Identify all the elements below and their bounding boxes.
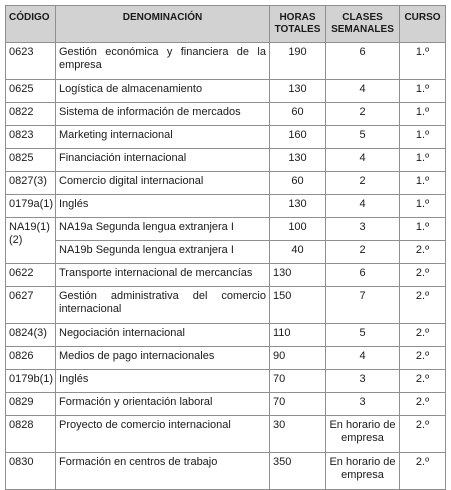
cell-classes: 5 — [326, 126, 400, 149]
cell-course: 2.º — [400, 287, 446, 324]
table-body — [6, 43, 446, 490]
cell-hours: 110 — [270, 324, 326, 347]
cell-code: 0179a(1) — [6, 195, 56, 218]
cell-name: Financiación internacional — [56, 149, 270, 172]
cell-hours: 70 — [270, 393, 326, 416]
table-row — [6, 80, 446, 103]
cell-course: 2.º — [400, 324, 446, 347]
table-row — [6, 126, 446, 149]
header-course: CURSO — [400, 6, 446, 43]
cell-code: NA19(1)(2) — [6, 218, 56, 264]
cell-code: 0828 — [6, 416, 56, 453]
cell-course: 2.º — [400, 370, 446, 393]
cell-name: NA19a Segunda lengua extranjera I — [56, 218, 270, 241]
cell-course: 2.º — [400, 241, 446, 264]
cell-hours: 130 — [270, 195, 326, 218]
header-code: CÓDIGO — [6, 6, 56, 43]
cell-name: Gestión administrativa del comercio internacional — [56, 287, 270, 324]
cell-hours: 190 — [270, 43, 326, 80]
cell-hours: 90 — [270, 347, 326, 370]
cell-code: 0623 — [6, 43, 56, 80]
cell-classes: 2 — [326, 172, 400, 195]
cell-hours: 160 — [270, 126, 326, 149]
cell-course: 1.º — [400, 103, 446, 126]
table-row — [6, 347, 446, 370]
cell-name: Negociación internacional — [56, 324, 270, 347]
cell-hours: 40 — [270, 241, 326, 264]
table-row — [6, 324, 446, 347]
table-header — [6, 6, 446, 43]
cell-classes: 4 — [326, 149, 400, 172]
cell-classes: 2 — [326, 241, 400, 264]
cell-course: 2.º — [400, 264, 446, 287]
cell-name: Gestión económica y financiera de la empresa — [56, 43, 270, 80]
table-row — [6, 416, 446, 453]
cell-classes: 3 — [326, 218, 400, 241]
cell-hours: 70 — [270, 370, 326, 393]
cell-code: 0823 — [6, 126, 56, 149]
cell-hours: 30 — [270, 416, 326, 453]
cell-code: 0827(3) — [6, 172, 56, 195]
cell-classes: En horario de empresa — [326, 453, 400, 490]
cell-name: Formación en centros de trabajo — [56, 453, 270, 490]
cell-name: Logística de almacenamiento — [56, 80, 270, 103]
cell-classes: 5 — [326, 324, 400, 347]
cell-classes: 6 — [326, 264, 400, 287]
cell-classes: 4 — [326, 347, 400, 370]
cell-hours: 130 — [270, 80, 326, 103]
cell-course: 2.º — [400, 347, 446, 370]
cell-name: Formación y orientación laboral — [56, 393, 270, 416]
cell-hours: 60 — [270, 103, 326, 126]
table-row — [6, 43, 446, 80]
cell-hours: 100 — [270, 218, 326, 241]
cell-classes: 6 — [326, 43, 400, 80]
table-row — [6, 103, 446, 126]
table-row — [6, 149, 446, 172]
cell-hours: 130 — [270, 264, 326, 287]
cell-name: Medios de pago internacionales — [56, 347, 270, 370]
table-row — [6, 370, 446, 393]
table-row — [6, 241, 446, 264]
cell-course: 2.º — [400, 393, 446, 416]
cell-name: Comercio digital internacional — [56, 172, 270, 195]
header-name: DENOMINACIÓN — [56, 6, 270, 43]
table-row — [6, 393, 446, 416]
cell-code: 0830 — [6, 453, 56, 490]
cell-hours: 60 — [270, 172, 326, 195]
cell-course: 1.º — [400, 126, 446, 149]
cell-code: 0622 — [6, 264, 56, 287]
cell-course: 1.º — [400, 43, 446, 80]
cell-course: 1.º — [400, 149, 446, 172]
header-classes: CLASES SEMANALES — [326, 6, 400, 43]
cell-name: Transporte internacional de mercancías — [56, 264, 270, 287]
cell-name: Marketing internacional — [56, 126, 270, 149]
cell-classes: 3 — [326, 393, 400, 416]
cell-course: 1.º — [400, 172, 446, 195]
table-row — [6, 172, 446, 195]
curriculum-table — [5, 5, 446, 490]
cell-course: 1.º — [400, 195, 446, 218]
cell-classes: 4 — [326, 195, 400, 218]
cell-hours: 150 — [270, 287, 326, 324]
cell-code: 0627 — [6, 287, 56, 324]
cell-code: 0829 — [6, 393, 56, 416]
cell-hours: 350 — [270, 453, 326, 490]
cell-name: Inglés — [56, 370, 270, 393]
table-row — [6, 453, 446, 490]
table-row — [6, 264, 446, 287]
cell-name: NA19b Segunda lengua extranjera I — [56, 241, 270, 264]
cell-course: 1.º — [400, 80, 446, 103]
cell-course: 2.º — [400, 453, 446, 490]
cell-name: Sistema de información de mercados — [56, 103, 270, 126]
cell-classes: 3 — [326, 370, 400, 393]
cell-classes: En horario de empresa — [326, 416, 400, 453]
table-row — [6, 195, 446, 218]
cell-classes: 7 — [326, 287, 400, 324]
cell-code: 0826 — [6, 347, 56, 370]
cell-code: 0822 — [6, 103, 56, 126]
table-row — [6, 218, 446, 241]
cell-course: 2.º — [400, 416, 446, 453]
cell-code: 0179b(1) — [6, 370, 56, 393]
cell-classes: 2 — [326, 103, 400, 126]
table-row — [6, 287, 446, 324]
cell-course: 1.º — [400, 218, 446, 241]
cell-code: 0625 — [6, 80, 56, 103]
cell-hours: 130 — [270, 149, 326, 172]
cell-code: 0825 — [6, 149, 56, 172]
header-hours: HORAS TOTALES — [270, 6, 326, 43]
cell-classes: 4 — [326, 80, 400, 103]
cell-name: Inglés — [56, 195, 270, 218]
cell-name: Proyecto de comercio internacional — [56, 416, 270, 453]
cell-code: 0824(3) — [6, 324, 56, 347]
